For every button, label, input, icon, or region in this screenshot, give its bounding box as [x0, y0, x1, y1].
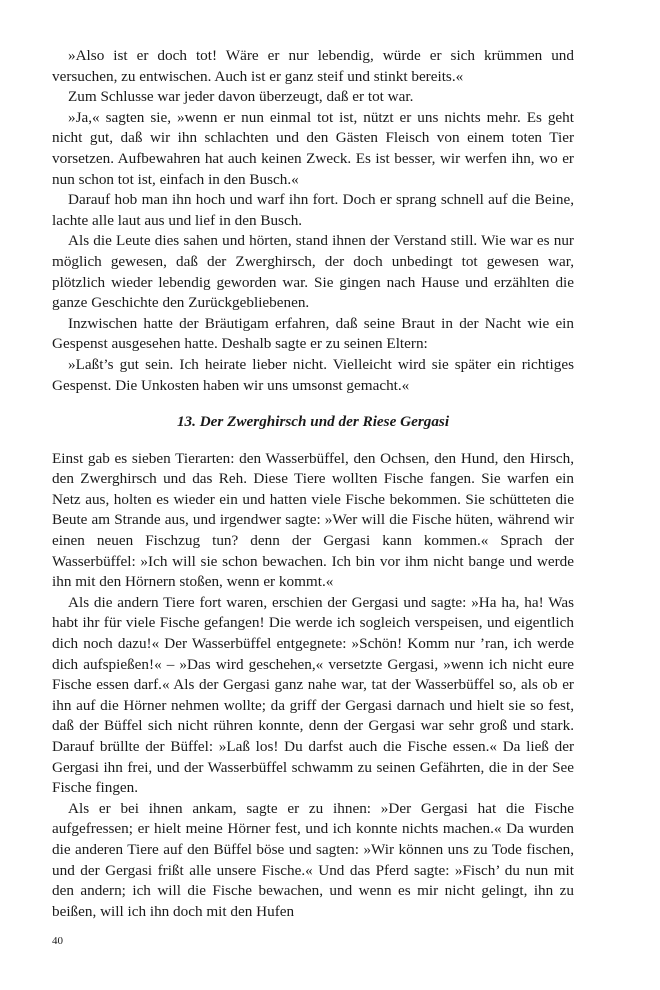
paragraph: Als die andern Tiere fort waren, erschien der Gergasi und sagte: »Ha ha, ha! Was habt ihr für viele Fische gefangen! Die werde ich sogleich verspeisen, und eigentlich dich noch dazu!« Der Wasserbüffel entgegnete: »Schön! Komm nur ’ran, ich werde dich aufspießen!« – »Das wird geschehen,« versetzte Gergasi, »wenn ich nicht eure Fische essen darf.« Als der Gergasi ganz nahe war, tat der Wasserbüffel so, als ob er ihn auf die Hörner nehmen wollte; da griff der Gergasi darnach und hielt sie so fest, daß der Büffel sich nicht rühren konnte, denn der Gergasi war sehr groß und stark. Darauf brüllte der Büffel: »Laß los! Du darfst auch die Fische essen.« Da ließ der Gergasi ihn frei, und der Wasserbüffel schwamm zu seinen Gefährten, die in der See Fische fingen. — [52, 593, 574, 797]
page-number: 40 — [52, 935, 63, 947]
paragraph: Inzwischen hatte der Bräutigam erfahren, daß seine Braut in der Nacht wie ein Gespenst ausgesehen hatte. Deshalb sagte er zu seinen Eltern: — [52, 314, 574, 353]
paragraphs-after-section — [52, 449, 574, 923]
paragraphs-before-section — [52, 46, 574, 396]
paragraph: »Also ist er doch tot! Wäre er nur lebendig, würde er sich krümmen und versuchen, zu entwischen. Auch ist er ganz steif und stinkt bereits.« — [52, 47, 574, 85]
paragraph: »Ja,« sagten sie, »wenn er nun einmal tot ist, nützt er uns nichts mehr. Es geht nicht gut, daß wir ihn schlachten und den Gästen Fleisch von einem toten Tier vorsetzen. Aufbewahren hat auch keinen Zweck. Es ist besser, wir werfen ihn, wo er nun schon tot ist, einfach in den Busch.« — [52, 108, 574, 188]
paragraph: »Laßt’s gut sein. Ich heirate lieber nicht. Vielleicht wird sie später ein richtiges Gespenst. Die Unkosten haben wir uns umsonst gemacht.« — [52, 355, 574, 394]
paragraph: Darauf hob man ihn hoch und warf ihn fort. Doch er sprang schnell auf die Beine, lachte alle laut aus und lief in den Busch. — [52, 191, 574, 229]
paragraph: Zum Schlusse war jeder davon überzeugt, daß er tot war. — [68, 88, 414, 106]
book-page-text — [52, 46, 574, 922]
paragraph: Als die Leute dies sahen und hörten, stand ihnen der Verstand still. Wie war es nur möglich gewesen, daß der Zwerghirsch, der doch unbedingt tot gewesen war, plötzlich wieder lebendig geworden war. Sie gingen nach Hause und erzählten die ganze Geschichte den Zurückgebliebenen. — [52, 232, 574, 312]
paragraph: Einst gab es sieben Tierarten: den Wasserbüffel, den Ochsen, den Hund, den Hirsch, den Zwerghirsch und das Reh. Diese Tiere wollten Fische fangen. Sie warfen ein Netz aus, holten es wieder ein und hatten viele Fische bekommen. Sie schütteten die Beute am Strande aus, und irgendwer sagte: »Wer will die Fische hüten, während wir einen neuen Fischzug tun? denn der Gergasi kann kommen.« Sprach der Wasserbüffel: »Ich will sie schon bewachen. Ich bin vor ihm nicht bange und werde ihn mit den Hörnern stoßen, wenn er kommt.« — [52, 449, 574, 591]
paragraph: Als er bei ihnen ankam, sagte er zu ihnen: »Der Gergasi hat die Fische aufgefressen; er hielt meine Hörner fest, und ich konnte nichts machen.« Da wurden die anderen Tiere auf den Büffel böse und sagten: »Wir können uns zu Tode fischen, und der Gergasi frißt alle unsere Fische.« Und das Pferd sagte: »Fisch’ du nun mit den andern; ich will die Fische bewachen, und wenn es mir nicht gelingt, ihn zu beißen, will ich ihn doch mit den Hufen — [52, 799, 574, 920]
section-title: 13. Der Zwerghirsch und der Riese Gergasi — [176, 413, 450, 431]
